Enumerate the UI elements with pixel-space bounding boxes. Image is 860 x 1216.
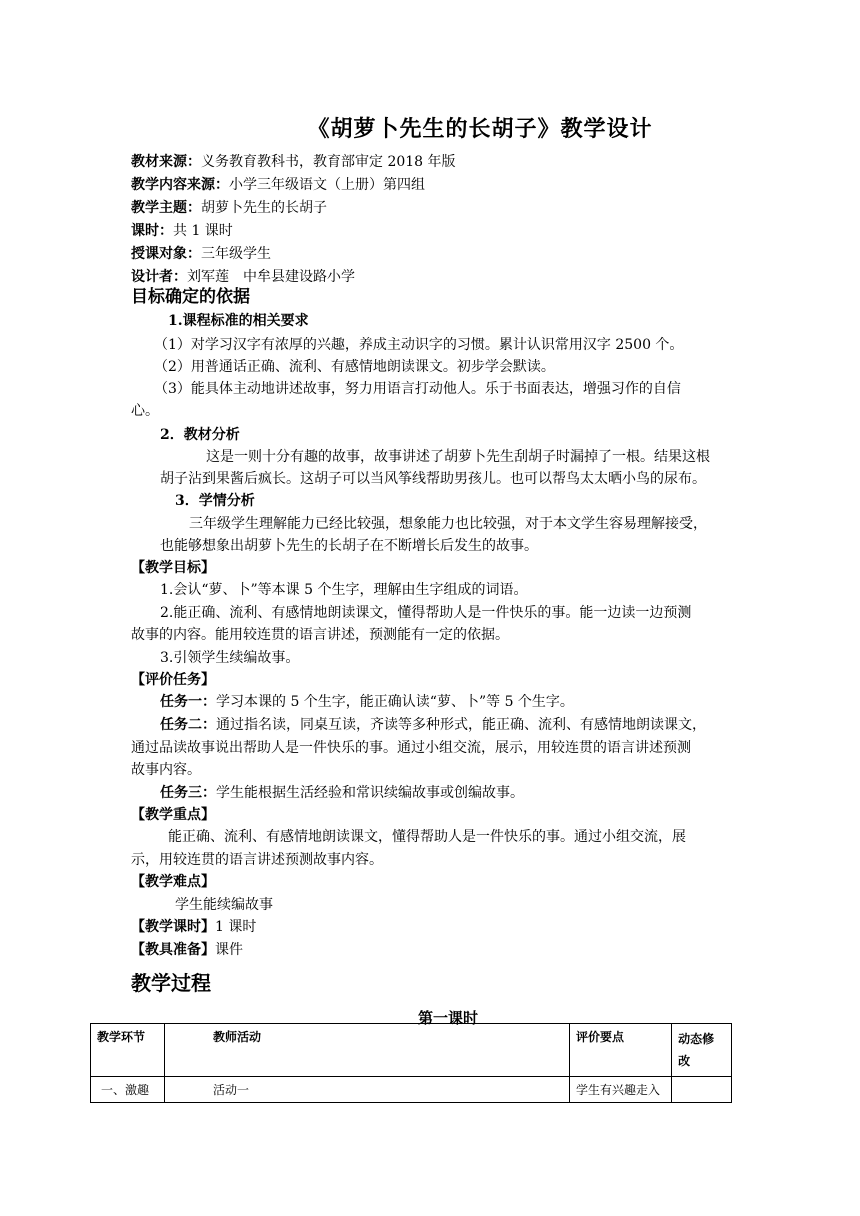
meta-label: 教学内容来源： xyxy=(131,177,229,193)
task-two-line: 通过品读故事说出帮助人是一件快乐的事。通过小组交流，展示，用较连贯的语言讲述预测 xyxy=(131,740,691,756)
cell-stage: 一、激趣 xyxy=(91,1077,165,1103)
tools-heading: 【教具准备】 xyxy=(131,942,215,958)
goals-line: 3.引领学生续编故事。 xyxy=(160,650,300,666)
task-two-line: 故事内容。 xyxy=(131,762,201,778)
header-revision-line1: 动态修 xyxy=(678,1032,715,1046)
learner-heading: 3．学情分析 xyxy=(175,493,255,509)
basis-heading: 目标确定的依据 xyxy=(131,287,250,307)
task-label: 任务二： xyxy=(160,717,216,733)
standards-item: （3）能具体主动地讲述故事，努力用语言打动他人。乐于书面表达，增强习作的自信 xyxy=(154,381,681,397)
meta-content-source xyxy=(131,175,425,195)
header-evaluation-text: 评价要点 xyxy=(575,1030,624,1044)
task-three xyxy=(160,783,524,803)
meta-designer xyxy=(131,267,355,287)
standards-item: （2）用普通话正确、流利、有感情地朗读课文。初步学会默读。 xyxy=(154,359,555,375)
meta-source xyxy=(131,152,456,172)
table-header-row xyxy=(91,1024,732,1077)
difficulty-line: 学生能续编故事 xyxy=(175,897,273,913)
key-heading: 【教学重点】 xyxy=(131,807,215,823)
difficulty-heading: 【教学难点】 xyxy=(131,874,215,890)
task-text: 学习本课的 5 个生字，能正确认读“萝、卜”等 5 个生字。 xyxy=(216,694,574,710)
task-two xyxy=(160,715,706,735)
meta-label: 设计者： xyxy=(131,269,187,285)
lesson-heading: 第一课时 xyxy=(417,1009,478,1027)
material-line: 这是一则十分有趣的故事，故事讲述了胡萝卜先生刮胡子时漏掉了一根。结果这根 xyxy=(206,449,710,465)
meta-value: 义务教育教科书，教育部审定 2018 年版 xyxy=(201,154,456,170)
goals-line: 故事的内容。能用较连贯的语言讲述，预测能有一定的依据。 xyxy=(131,627,509,643)
task-label: 任务三： xyxy=(160,785,216,801)
tools-value: 课件 xyxy=(215,942,243,958)
key-line: 示，用较连贯的语言讲述预测故事内容。 xyxy=(131,852,383,868)
goals-line: 1.会认“萝、卜”等本课 5 个生字，理解由生字组成的词语。 xyxy=(160,582,528,598)
material-heading: 2．教材分析 xyxy=(160,427,240,443)
standards-item: 心。 xyxy=(131,403,159,419)
task-text: 学生能根据生活经验和常识续编故事或创编故事。 xyxy=(216,785,524,801)
learner-line: 也能够想象出胡萝卜先生的长胡子在不断增长后发生的故事。 xyxy=(160,538,538,554)
header-revision-line2: 改 xyxy=(678,1054,691,1068)
process-heading: 教学过程 xyxy=(131,971,211,995)
cell-teacher: 活动一 xyxy=(165,1077,570,1103)
key-line: 能正确、流利、有感情地朗读课文，懂得帮助人是一件快乐的事。通过小组交流，展 xyxy=(168,829,686,845)
cell-evaluation: 学生有兴趣走入 xyxy=(569,1077,671,1103)
meta-hours xyxy=(131,221,233,241)
meta-value: 共 1 课时 xyxy=(173,223,233,239)
cell-revision xyxy=(672,1077,732,1103)
meta-value: 刘军莲 中牟县建设路小学 xyxy=(187,269,355,285)
meta-label: 课时： xyxy=(131,223,173,239)
standards-heading: 1.课程标准的相关要求 xyxy=(168,313,309,329)
meta-value: 胡萝卜先生的长胡子 xyxy=(201,200,327,216)
header-cell-revision xyxy=(672,1024,732,1077)
meta-audience xyxy=(131,244,271,264)
header-cell-stage: 教学环节 xyxy=(91,1024,165,1077)
document-title: 《胡萝卜先生的长胡子》教学设计 xyxy=(307,116,653,142)
meta-theme xyxy=(131,198,327,218)
table-row xyxy=(91,1077,732,1103)
hours-value: 1 课时 xyxy=(215,919,257,935)
teaching-tools xyxy=(131,940,243,960)
material-line: 胡子沾到果酱后疯长。这胡子可以当风筝线帮助男孩儿。也可以帮鸟太太晒小鸟的尿布。 xyxy=(160,471,706,487)
goals-line: 2.能正确、流利、有感情地朗读课文，懂得帮助人是一件快乐的事。能一边读一边预测 xyxy=(160,605,692,621)
learner-line: 三年级学生理解能力已经比较强，想象能力也比较强，对于本文学生容易理解接受， xyxy=(189,516,707,532)
standards-item: （1）对学习汉字有浓厚的兴趣，养成主动识字的习惯。累计认识常用汉字 2500 个。 xyxy=(154,337,684,353)
meta-label: 授课对象： xyxy=(131,246,201,262)
task-text: 通过指名读，同桌互读，齐读等多种形式，能正确、流利、有感情地朗读课文， xyxy=(216,717,706,733)
goals-heading: 【教学目标】 xyxy=(131,560,215,576)
lesson-hours xyxy=(131,917,256,937)
header-cell-teacher: 教师活动 xyxy=(165,1024,570,1077)
task-one xyxy=(160,692,574,712)
meta-value: 小学三年级语文（上册）第四组 xyxy=(229,177,425,193)
header-cell-evaluation xyxy=(569,1024,671,1077)
task-label: 任务一： xyxy=(160,694,216,710)
meta-label: 教材来源： xyxy=(131,154,201,170)
hours-heading: 【教学课时】 xyxy=(131,919,215,935)
meta-label: 教学主题： xyxy=(131,200,201,216)
tasks-heading: 【评价任务】 xyxy=(131,672,215,688)
meta-value: 三年级学生 xyxy=(201,246,271,262)
process-table xyxy=(90,1023,732,1103)
